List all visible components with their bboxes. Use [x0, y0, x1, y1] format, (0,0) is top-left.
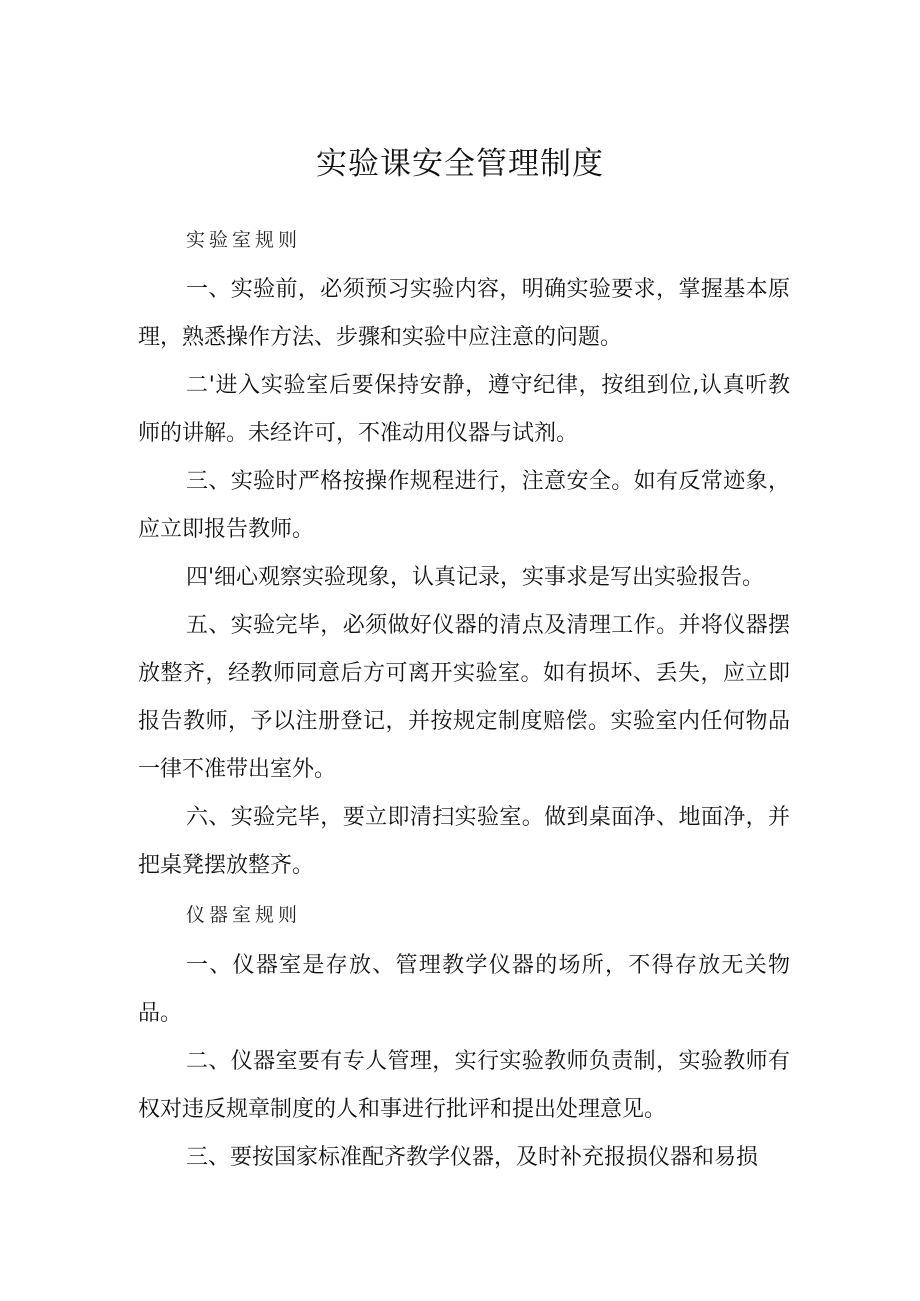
instrument-rule-paragraph: 二、仪器室要有专人管理，实行实验教师负责制，实验教师有权对违反规章制度的人和事进行批评和提出处理意见。 — [138, 1049, 790, 1122]
lab-rule-paragraph: 三、实验时严格按操作规程进行，注意安全。如有反常迹象，应立即报告教师。 — [138, 469, 790, 542]
section-heading-lab-rules: 实验室规则 — [186, 229, 302, 251]
instrument-rule-paragraph: 一、仪器室是存放、管理教学仪器的场所，不得存放无关物品。 — [138, 953, 790, 1026]
lab-rule-paragraph: 六、实验完毕，要立即清扫实验室。做到桌面净、地面净，并把桌凳摆放整齐。 — [138, 805, 790, 878]
lab-rule-paragraph: 四'细心观察实验现象，认真记录，实事求是写出实验报告。 — [186, 565, 765, 590]
lab-rule-paragraph: 二'进入实验室后要保持安静，遵守纪律，按组到位,认真听教师的讲解。未经许可，不准动用仪器与试剂。 — [138, 373, 790, 446]
instrument-rule-paragraph: 三、要按国家标准配齐教学仪器，及时补充报损仪器和易损 — [186, 1145, 759, 1170]
document-title: 实验课安全管理制度 — [316, 146, 604, 182]
lab-rule-paragraph: 一、实验前，必须预习实验内容，明确实验要求，掌握基本原理，熟悉操作方法、步骤和实验中应注意的问题。 — [138, 277, 790, 350]
lab-rule-paragraph: 五、实验完毕，必须做好仪器的清点及清理工作。并将仪器摆放整齐，经教师同意后方可离开实验室。如有损坏、丢失，应立即报告教师，予以注册登记，并按规定制度赔偿。实验室内任何物品一律不准带出室外。 — [138, 613, 790, 782]
section-heading-instrument-room-rules: 仪器室规则 — [186, 904, 302, 926]
